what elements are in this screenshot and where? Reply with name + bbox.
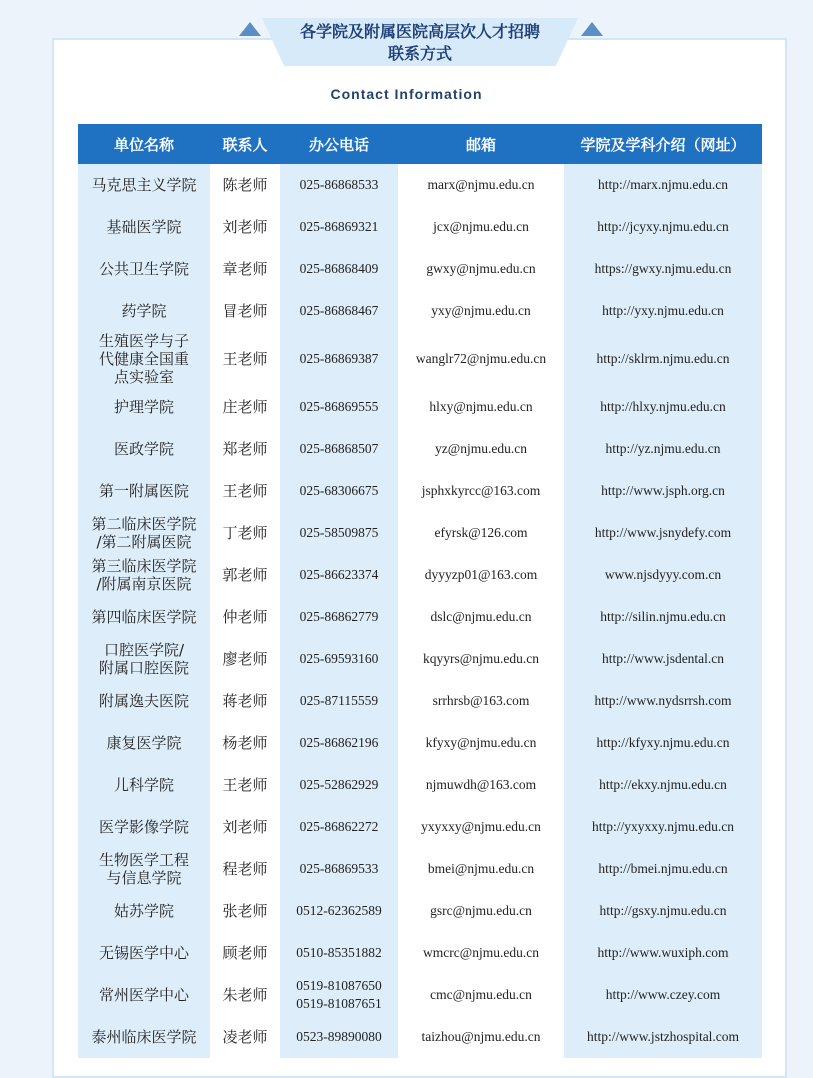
column-header-website: 学院及学科介绍（网址） [564, 124, 762, 164]
unit-name: 医政学院 [78, 428, 210, 470]
table-row [78, 290, 762, 332]
unit-name: 泰州临床医学院 [78, 1016, 210, 1058]
website-link[interactable]: http://sklrm.njmu.edu.cn [564, 332, 762, 386]
email-link[interactable]: cmc@njmu.edu.cn [398, 974, 564, 1016]
email-link[interactable]: yxy@njmu.edu.cn [398, 290, 564, 332]
office-phone: 025-86869533 [280, 848, 398, 890]
table-row [78, 722, 762, 764]
website-link[interactable]: http://kfyxy.njmu.edu.cn [564, 722, 762, 764]
office-phone: 0512-62362589 [280, 890, 398, 932]
website-link[interactable]: http://silin.njmu.edu.cn [564, 596, 762, 638]
contact-person: 王老师 [210, 470, 280, 512]
email-link[interactable]: jcx@njmu.edu.cn [398, 206, 564, 248]
email-link[interactable]: kfyxy@njmu.edu.cn [398, 722, 564, 764]
email-link[interactable]: wmcrc@njmu.edu.cn [398, 932, 564, 974]
office-phone: 025-87115559 [280, 680, 398, 722]
unit-name: 康复医学院 [78, 722, 210, 764]
website-link[interactable]: https://gwxy.njmu.edu.cn [564, 248, 762, 290]
contact-person: 郑老师 [210, 428, 280, 470]
page-subtitle: Contact Information [330, 86, 483, 102]
contact-person: 陈老师 [210, 164, 280, 206]
website-link[interactable]: http://gsxy.njmu.edu.cn [564, 890, 762, 932]
email-link[interactable]: kqyyrs@njmu.edu.cn [398, 638, 564, 680]
email-link[interactable]: wanglr72@njmu.edu.cn [398, 332, 564, 386]
contact-person: 朱老师 [210, 974, 280, 1016]
contact-person: 丁老师 [210, 512, 280, 554]
column-header-phone: 办公电话 [280, 124, 398, 164]
email-link[interactable]: efyrsk@126.com [398, 512, 564, 554]
unit-name: 无锡医学中心 [78, 932, 210, 974]
triangle-right-icon [581, 22, 603, 36]
contact-person: 章老师 [210, 248, 280, 290]
contact-person: 廖老师 [210, 638, 280, 680]
unit-name: 公共卫生学院 [78, 248, 210, 290]
email-link[interactable]: bmei@njmu.edu.cn [398, 848, 564, 890]
table-row [78, 554, 762, 596]
contact-person: 刘老师 [210, 206, 280, 248]
unit-name: 护理学院 [78, 386, 210, 428]
unit-name: 生殖医学与子 代健康全国重 点实验室 [78, 332, 210, 386]
contact-person: 庄老师 [210, 386, 280, 428]
contact-person: 仲老师 [210, 596, 280, 638]
office-phone: 0510-85351882 [280, 932, 398, 974]
table-row [78, 1016, 762, 1058]
office-phone: 025-68306675 [280, 470, 398, 512]
unit-name: 第一附属医院 [78, 470, 210, 512]
contact-person: 凌老师 [210, 1016, 280, 1058]
website-link[interactable]: http://ekxy.njmu.edu.cn [564, 764, 762, 806]
unit-name: 医学影像学院 [78, 806, 210, 848]
website-link[interactable]: http://www.jsdental.cn [564, 638, 762, 680]
website-link[interactable]: http://www.czey.com [564, 974, 762, 1016]
email-link[interactable]: taizhou@njmu.edu.cn [398, 1016, 564, 1058]
office-phone: 025-58509875 [280, 512, 398, 554]
website-link[interactable]: http://yxy.njmu.edu.cn [564, 290, 762, 332]
column-header-contact: 联系人 [210, 124, 280, 164]
table-row [78, 680, 762, 722]
table-row [78, 974, 762, 1016]
table-row [78, 638, 762, 680]
unit-name: 基础医学院 [78, 206, 210, 248]
triangle-left-icon [239, 22, 261, 36]
office-phone: 025-86868467 [280, 290, 398, 332]
website-link[interactable]: http://www.jsph.org.cn [564, 470, 762, 512]
office-phone: 025-52862929 [280, 764, 398, 806]
contact-person: 王老师 [210, 764, 280, 806]
website-link[interactable]: http://bmei.njmu.edu.cn [564, 848, 762, 890]
table-row [78, 890, 762, 932]
unit-name: 第四临床医学院 [78, 596, 210, 638]
column-header-email: 邮箱 [398, 124, 564, 164]
email-link[interactable]: njmuwdh@163.com [398, 764, 564, 806]
unit-name: 儿科学院 [78, 764, 210, 806]
email-link[interactable]: hlxy@njmu.edu.cn [398, 386, 564, 428]
table-row [78, 848, 762, 890]
table-row [78, 386, 762, 428]
contact-person: 张老师 [210, 890, 280, 932]
table-row [78, 512, 762, 554]
email-link[interactable]: yz@njmu.edu.cn [398, 428, 564, 470]
website-link[interactable]: http://yz.njmu.edu.cn [564, 428, 762, 470]
contact-person: 郭老师 [210, 554, 280, 596]
page-title [262, 21, 578, 65]
title-line-1: 各学院及附属医院高层次人才招聘 [299, 22, 540, 41]
table-row [78, 248, 762, 290]
contact-person: 王老师 [210, 332, 280, 386]
email-link[interactable]: dyyyzp01@163.com [398, 554, 564, 596]
email-link[interactable]: srrhrsb@163.com [398, 680, 564, 722]
website-link[interactable]: http://www.jsnydefy.com [564, 512, 762, 554]
website-link[interactable]: www.njsdyyy.com.cn [564, 554, 762, 596]
office-phone: 025-69593160 [280, 638, 398, 680]
table-row [78, 596, 762, 638]
email-link[interactable]: marx@njmu.edu.cn [398, 164, 564, 206]
table-header-row [78, 124, 762, 164]
website-link[interactable]: http://marx.njmu.edu.cn [564, 164, 762, 206]
table-row [78, 164, 762, 206]
unit-name: 马克思主义学院 [78, 164, 210, 206]
unit-name: 药学院 [78, 290, 210, 332]
unit-name: 第二临床医学院 /第二附属医院 [78, 512, 210, 554]
office-phone: 025-86868409 [280, 248, 398, 290]
office-phone: 025-86862272 [280, 806, 398, 848]
unit-name: 姑苏学院 [78, 890, 210, 932]
column-header-unit: 单位名称 [78, 124, 210, 164]
contact-person: 杨老师 [210, 722, 280, 764]
office-phone: 0519-81087650 0519-81087651 [280, 974, 398, 1016]
unit-name: 第三临床医学院 /附属南京医院 [78, 554, 210, 596]
email-link[interactable]: yxyxxy@njmu.edu.cn [398, 806, 564, 848]
office-phone: 025-86869555 [280, 386, 398, 428]
table-row [78, 428, 762, 470]
office-phone: 025-86862196 [280, 722, 398, 764]
office-phone: 025-86868507 [280, 428, 398, 470]
table-row [78, 332, 762, 386]
table-row [78, 806, 762, 848]
contact-person: 顾老师 [210, 932, 280, 974]
office-phone: 025-86623374 [280, 554, 398, 596]
unit-name: 附属逸夫医院 [78, 680, 210, 722]
office-phone: 025-86869321 [280, 206, 398, 248]
contact-person: 冒老师 [210, 290, 280, 332]
table-row [78, 932, 762, 974]
contact-table [78, 124, 762, 1058]
website-link[interactable]: http://www.jstzhospital.com [564, 1016, 762, 1058]
unit-name: 口腔医学院/ 附属口腔医院 [78, 638, 210, 680]
unit-name: 常州医学中心 [78, 974, 210, 1016]
office-phone: 025-86868533 [280, 164, 398, 206]
website-link[interactable]: http://jcyxy.njmu.edu.cn [564, 206, 762, 248]
website-link[interactable]: http://www.nydsrrsh.com [564, 680, 762, 722]
table-row [78, 206, 762, 248]
contact-person: 程老师 [210, 848, 280, 890]
email-link[interactable]: gwxy@njmu.edu.cn [398, 248, 564, 290]
email-link[interactable]: jsphxkyrcc@163.com [398, 470, 564, 512]
table-row [78, 764, 762, 806]
website-link[interactable]: http://hlxy.njmu.edu.cn [564, 386, 762, 428]
website-link[interactable]: http://yxyxxy.njmu.edu.cn [564, 806, 762, 848]
office-phone: 025-86869387 [280, 332, 398, 386]
contact-person: 蒋老师 [210, 680, 280, 722]
table-row [78, 470, 762, 512]
email-link[interactable]: gsrc@njmu.edu.cn [398, 890, 564, 932]
unit-name: 生物医学工程 与信息学院 [78, 848, 210, 890]
office-phone: 025-86862779 [280, 596, 398, 638]
website-link[interactable]: http://www.wuxiph.com [564, 932, 762, 974]
title-line-2: 联系方式 [387, 44, 452, 63]
email-link[interactable]: dslc@njmu.edu.cn [398, 596, 564, 638]
office-phone: 0523-89890080 [280, 1016, 398, 1058]
contact-person: 刘老师 [210, 806, 280, 848]
